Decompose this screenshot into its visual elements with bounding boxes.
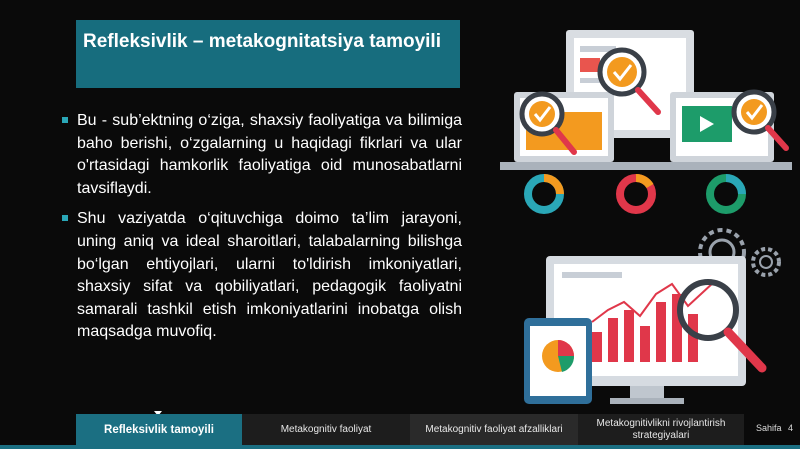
title-box [76,20,460,88]
tab-metakognitiv-faoliyat[interactable] [242,414,410,445]
footer-nav [0,411,800,449]
bullet-item [62,208,462,344]
footer-strip [0,445,800,449]
tab-metakognitiv-faoliyat-afzalliklari[interactable] [410,414,578,445]
bullet-text: Shu vaziyatda o‘qituvchiga doimo ta’lim jarayoni, uning aniq va ideal sharoitlari, talabalarning bilishga bo‘lgan ehtiyojlari, ularni to'ldirish imkoniyatlari, shaxsiy sifat va qobiliyatlari, pedagogik faoliyatni samarali tashkil etish imkoniyatlarini inobatga olish maqsadga muvofiq. [77,210,462,341]
bullet-item [62,110,462,200]
tab-label: Metakognitiv faoliyat afzalliklari [425,423,563,435]
tab-label: Refleksivlik tamoyili [104,423,214,436]
bullet-marker [62,117,68,123]
tab-label: Metakognitivlikni rivojlantirish strategiyalari [596,417,726,441]
monitor-analytics-icon [500,222,800,412]
page-label: Sahifa [756,423,782,433]
tab-refleksivlik-tamoyili[interactable] [76,414,242,445]
tab-label: Metakognitiv faoliyat [280,423,372,435]
bullet-marker [62,215,68,221]
page-number-value: 4 [788,423,794,433]
slide-title: Refleksivlik – metakognitatsiya tamoyili [83,31,441,52]
bullet-text: Bu - sub’ektning o‘ziga, shaxsiy faoliyatiga va bilimiga baho berishi, o‘zgalarning u haqidagi fikrlari va ular o'rtasidagi hamkorlik faoliyatiga oid munosabatlarni tavsiflaydi. [77,112,462,197]
tab-metakognitivlikni-rivojlantirish[interactable] [578,414,744,445]
body-text [62,110,462,352]
page-number [756,423,793,433]
devices-with-magnifiers-icon [500,22,800,222]
